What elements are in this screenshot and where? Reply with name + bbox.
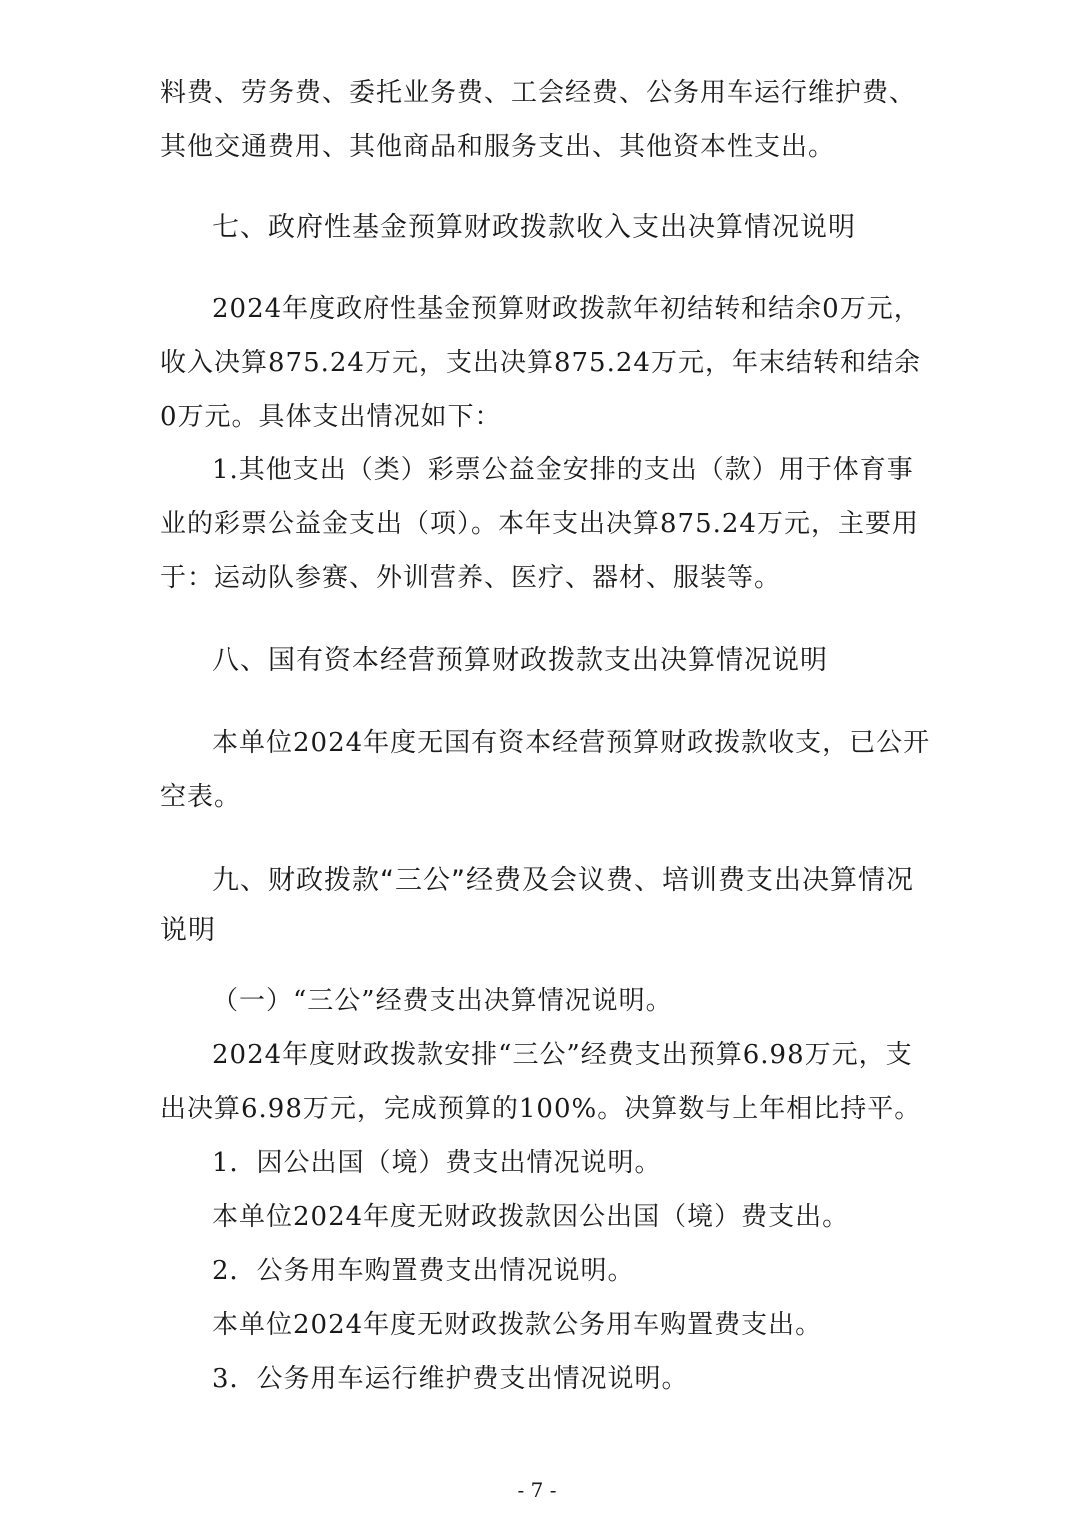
section-9-subheading-1: （一）“三公”经费支出决算情况说明。 [212, 986, 673, 1016]
section-7-paragraph-2: 1.其他支出（类）彩票公益金安排的支出（款）用于体育事业的彩票公益金支出（项）。本年支出决算875.24万元，主要用于：运动队参赛、外训营养、医疗、器材、服装等。 [160, 455, 919, 593]
section-9-item-3: 3．公务用车运行维护费支出情况说明。 [212, 1364, 689, 1394]
section-8-heading: 八、国有资本经营预算财政拨款支出决算情况说明 [212, 645, 828, 676]
section-7-paragraph-1: 2024年度政府性基金预算财政拨款年初结转和结余0万元，收入决算875.24万元，支出决算875.24万元，年末结转和结余0万元。具体支出情况如下： [160, 294, 921, 432]
section-8-paragraph-1: 本单位2024年度无国有资本经营预算财政拨款收支，已公开空表。 [160, 728, 931, 812]
section-9-item-1: 1．因公出国（境）费支出情况说明。 [212, 1148, 662, 1178]
section-9-item-2: 2．公务用车购置费支出情况说明。 [212, 1256, 635, 1286]
section-9-item-2-text: 本单位2024年度无财政拨款公务用车购置费支出。 [212, 1310, 823, 1340]
section-9-heading: 九、财政拨款“三公”经费及会议费、培训费支出决算情况说明 [160, 865, 914, 946]
section-9-paragraph-1: 2024年度财政拨款安排“三公”经费支出预算6.98万元，支出决算6.98万元，完成预算的100%。决算数与上年相比持平。 [160, 1040, 922, 1124]
continued-paragraph: 料费、劳务费、委托业务费、工会经费、公务用车运行维护费、其他交通费用、其他商品和服务支出、其他资本性支出。 [160, 78, 917, 162]
page-number: - 7 - [517, 1478, 557, 1502]
section-7-heading: 七、政府性基金预算财政拨款收入支出决算情况说明 [212, 212, 856, 243]
section-9-item-1-text: 本单位2024年度无财政拨款因公出国（境）费支出。 [212, 1202, 850, 1232]
